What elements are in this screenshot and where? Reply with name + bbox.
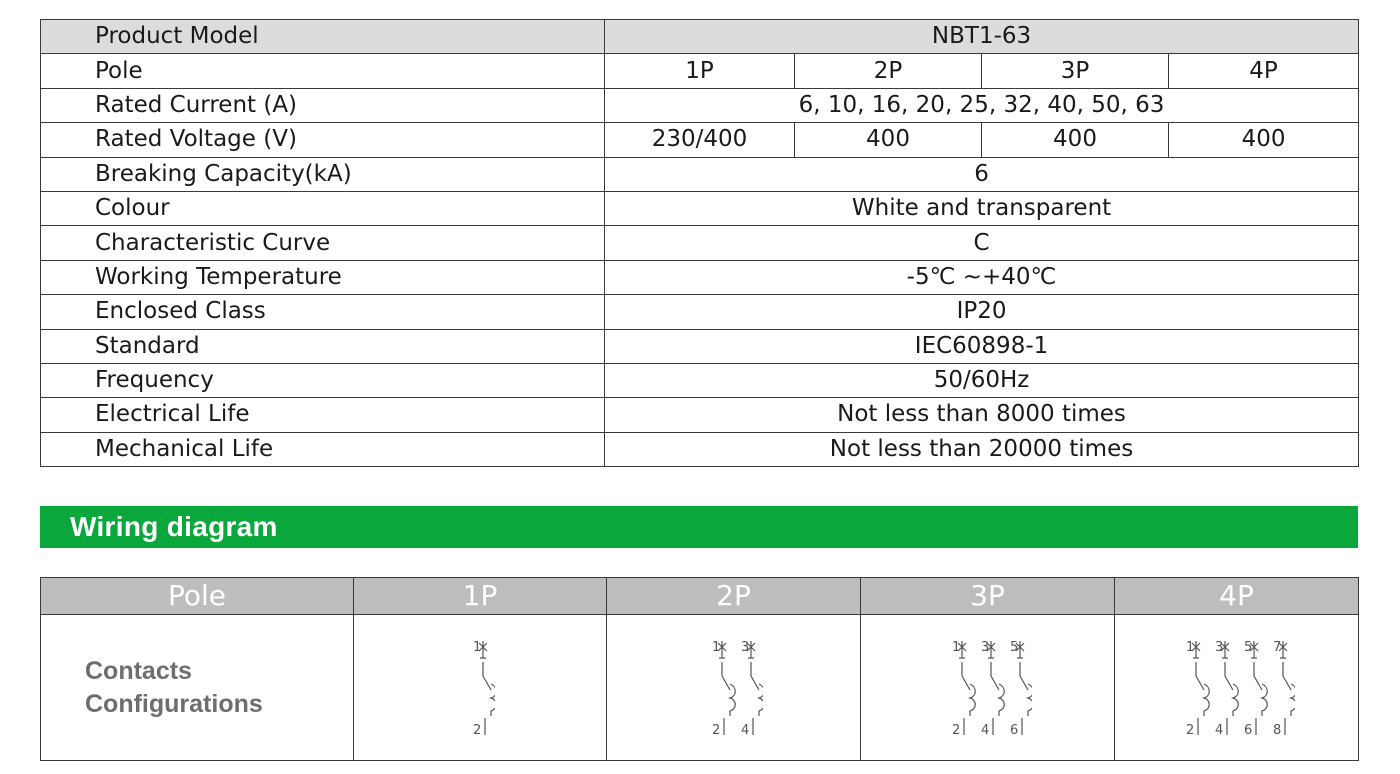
contact-diagram-3p [944,638,1032,738]
contact-line [1250,641,1267,735]
contact-line [479,641,495,735]
contact-line [747,641,763,735]
contacts-configurations-label [41,615,354,761]
spec-label: Rated Current (A) [41,88,605,122]
spec-row-mechanical-life [41,432,1359,466]
terminal-number-bottom: 2 [951,722,960,738]
spec-row-characteristic-curve [41,226,1359,260]
spec-value: 3P [982,54,1169,88]
spec-value: Not less than 8000 times [605,398,1359,432]
wiring-diagram-banner [40,506,1358,548]
terminal-number-bottom: 4 [1215,722,1224,738]
contact-line [1221,641,1238,735]
diagram-cell-4p [1115,615,1359,761]
terminal-number-top: 1 [473,639,482,655]
spec-label: Pole [41,54,605,88]
spec-value: 230/400 [605,123,795,157]
spec-row-enclosed-class [41,295,1359,329]
terminal-number-bottom: 4 [741,722,750,738]
wiring-header-cell: 1P [354,578,607,615]
spec-row-frequency [41,363,1359,397]
spec-label: Working Temperature [41,260,605,294]
spec-table [40,19,1359,467]
terminal-number-top: 5 [1244,639,1253,655]
spec-value: C [605,226,1359,260]
spec-value: White and transparent [605,191,1359,225]
spec-value: 6, 10, 16, 20, 25, 32, 40, 50, 63 [605,88,1359,122]
wiring-header-cell: 2P [607,578,861,615]
diagram-cell-2p [607,615,861,761]
spec-value: Not less than 20000 times [605,432,1359,466]
terminal-number-top: 3 [980,639,989,655]
terminal-number-bottom: 6 [1244,722,1253,738]
spec-label: Frequency [41,363,605,397]
spec-value: -5℃ ~+40℃ [605,260,1359,294]
spec-label: Mechanical Life [41,432,605,466]
spec-row-product-model [41,20,1359,54]
diagram-cell-1p [354,615,607,761]
spec-label: Colour [41,191,605,225]
pole-contact-symbol [1273,640,1295,738]
spec-value: 1P [605,54,795,88]
spec-label: Rated Voltage (V) [41,123,605,157]
pole-contact-symbol [1215,640,1238,738]
terminal-number-bottom: 4 [980,722,989,738]
spec-row-breaking-capacity [41,157,1359,191]
wiring-header-cell: 3P [861,578,1115,615]
pole-contact-symbol [952,640,975,738]
spec-row-working-temperature [41,260,1359,294]
terminal-number-top: 5 [1009,639,1018,655]
spec-label: Standard [41,329,605,363]
contact-line [1192,641,1209,735]
pole-contact-symbol [1010,640,1032,738]
wiring-body-row [41,615,1359,761]
wiring-header-cell: 4P [1115,578,1359,615]
spec-row-colour [41,191,1359,225]
wiring-table [40,577,1359,761]
spec-value: NBT1-63 [605,20,1359,54]
spec-label: Product Model [41,20,605,54]
terminal-number-bottom: 2 [712,722,721,738]
terminal-number-top: 1 [712,639,721,655]
terminal-number-bottom: 2 [473,722,482,738]
pole-contact-symbol [712,640,735,738]
pole-contact-symbol [473,640,495,738]
spec-row-pole [41,54,1359,88]
contact-line [1279,641,1295,735]
terminal-number-bottom: 2 [1186,722,1195,738]
spec-row-rated-current [41,88,1359,122]
contact-diagram-1p [465,638,495,738]
contact-line [1016,641,1032,735]
wiring-header-cell: Pole [41,578,354,615]
pole-contact-symbol [981,640,1004,738]
contact-diagram-4p [1178,638,1295,738]
contact-diagram-2p [704,638,763,738]
spec-value: 4P [1169,54,1359,88]
contact-line [958,641,975,735]
spec-row-rated-voltage [41,123,1359,157]
terminal-number-bottom: 8 [1273,722,1282,738]
spec-row-electrical-life [41,398,1359,432]
terminal-number-top: 1 [951,639,960,655]
contact-line [718,641,735,735]
spec-value: 400 [1169,123,1359,157]
contacts-label-line: Configurations [85,689,263,718]
spec-label: Enclosed Class [41,295,605,329]
pole-contact-symbol [1186,640,1209,738]
spec-label: Electrical Life [41,398,605,432]
spec-value: 6 [605,157,1359,191]
spec-value: 2P [795,54,982,88]
spec-row-standard [41,329,1359,363]
contact-line [987,641,1004,735]
spec-value: IP20 [605,295,1359,329]
spec-value: 400 [982,123,1169,157]
diagram-cell-3p [861,615,1115,761]
terminal-number-top: 7 [1273,639,1282,655]
terminal-number-top: 3 [1215,639,1224,655]
spec-label: Breaking Capacity(kA) [41,157,605,191]
spec-value: 400 [795,123,982,157]
section-title: Wiring diagram [70,511,278,542]
terminal-number-top: 3 [741,639,750,655]
pole-contact-symbol [741,640,763,738]
spec-label: Characteristic Curve [41,226,605,260]
spec-value: 50/60Hz [605,363,1359,397]
wiring-header-row [41,578,1359,615]
contacts-label-line: Contacts [85,656,192,685]
terminal-number-bottom: 6 [1009,722,1018,738]
pole-contact-symbol [1244,640,1267,738]
terminal-number-top: 1 [1186,639,1195,655]
spec-value: IEC60898-1 [605,329,1359,363]
